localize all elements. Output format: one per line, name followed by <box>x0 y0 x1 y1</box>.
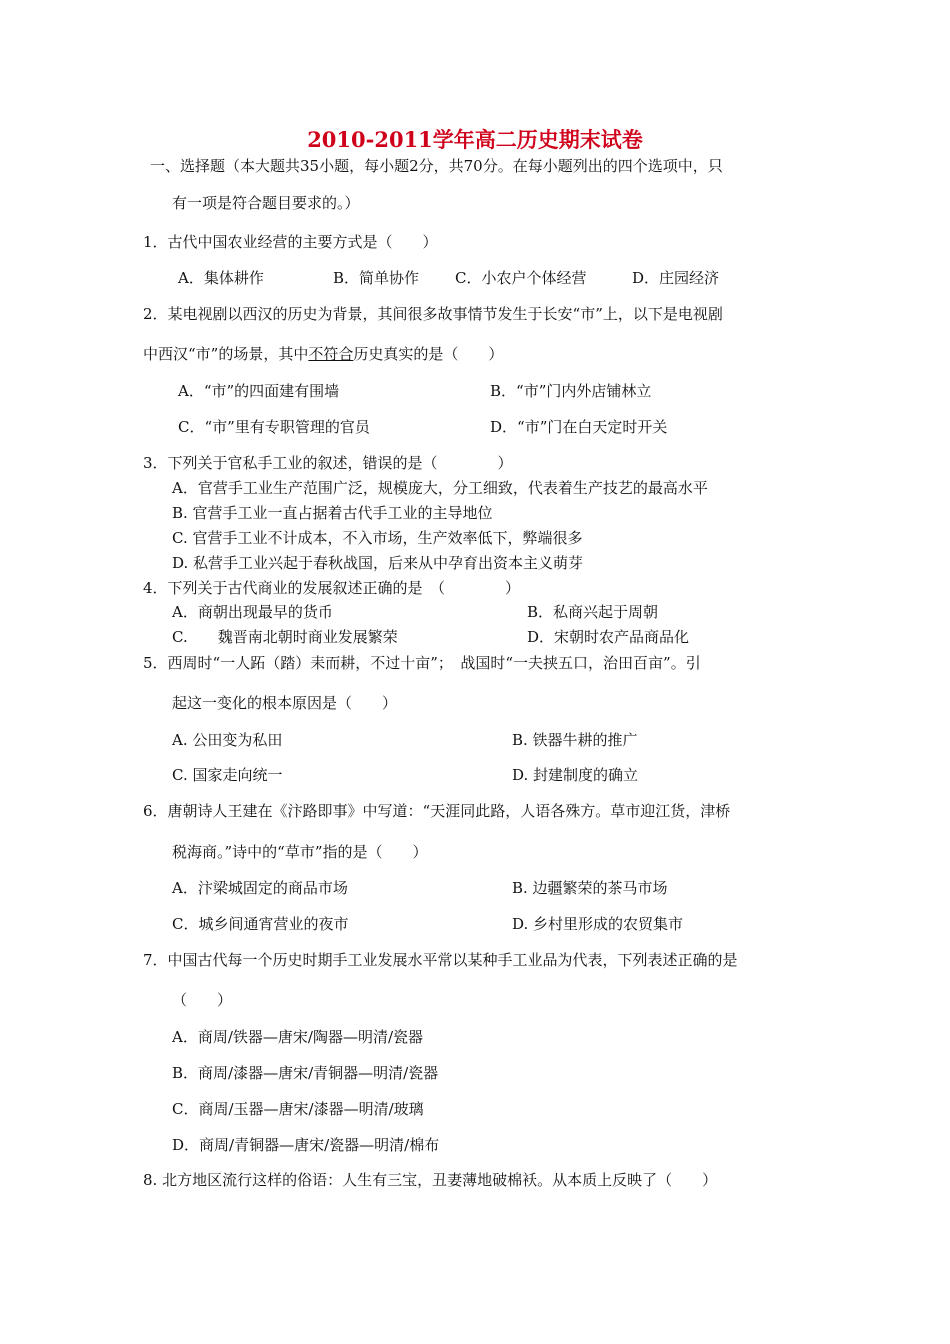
question-7-stem-line2: （ ） <box>172 991 233 1009</box>
question-3-option-c: C. 官营手工业不计成本，不入市场，生产效率低下，弊端很多 <box>172 529 583 547</box>
question-2-option-b: B．“市”门内外店铺林立 <box>490 382 652 400</box>
question-7-stem-line1: 7．中国古代每一个历史时期手工业发展水平常以某种手工业品为代表，下列表述正确的是 <box>143 951 738 969</box>
question-4-stem: 4．下列关于古代商业的发展叙述正确的是 （ ） <box>143 579 521 597</box>
question-2-option-a: A．“市”的四面建有围墙 <box>178 382 340 400</box>
question-5-option-c: C. 国家走向统一 <box>172 766 283 784</box>
question-2-option-d: D．“市”门在白天定时开关 <box>490 418 668 436</box>
question-3-option-b: B. 官营手工业一直占据着古代手工业的主导地位 <box>172 504 493 522</box>
question-6-option-d: D. 乡村里形成的农贸集市 <box>512 915 684 933</box>
question-2-stem-line1: 2．某电视剧以西汉的历史为背景，其间很多故事情节发生于长安“市”上，以下是电视剧 <box>143 305 723 323</box>
question-5-option-d: D. 封建制度的确立 <box>512 766 639 784</box>
question-4-option-c: C. 魏晋南北朝时商业发展繁荣 <box>172 628 398 646</box>
exam-title: 2010-2011学年高二历史期末试卷 <box>307 127 643 152</box>
question-1-option-d: D．庄园经济 <box>632 269 720 287</box>
question-1-option-b: B．简单协作 <box>333 269 420 287</box>
question-6-stem-line2: 税海商。”诗中的“草市”指的是（ ） <box>172 843 428 861</box>
underlined-keyword: 不符合 <box>308 345 354 363</box>
section-instruction-line2: 有一项是符合题目要求的。） <box>172 194 360 212</box>
question-4-option-b: B．私商兴起于周朝 <box>527 603 659 621</box>
question-2-option-c: C．“市”里有专职管理的官员 <box>178 418 370 436</box>
question-8-stem: 8. 北方地区流行这样的俗语：人生有三宝，丑妻薄地破棉袄。从本质上反映了（ ） <box>143 1171 718 1189</box>
question-1-stem: 1．古代中国农业经营的主要方式是（ ） <box>143 233 438 251</box>
question-7-option-a: A．商周/铁器—唐宋/陶器—明清/瓷器 <box>172 1028 423 1046</box>
question-5-stem-line1: 5．西周时“一人跖（踏）耒而耕，不过十亩”； 战国时“一夫挟五口，治田百亩”。引 <box>143 654 701 672</box>
question-3-stem: 3．下列关于官私手工业的叙述，错误的是（ ） <box>143 454 513 472</box>
question-2-stem-line2: 中西汉“市”的场景，其中不符合历史真实的是（ ） <box>143 345 504 363</box>
question-5-option-b: B. 铁器牛耕的推广 <box>512 731 638 749</box>
question-7-option-c: C．商周/玉器—唐宋/漆器—明清/玻璃 <box>172 1100 424 1118</box>
question-4-option-d: D．宋朝时农产品商品化 <box>527 628 690 646</box>
section-instruction-line1: 一、选择题（本大题共35小题，每小题2分，共70分。在每小题列出的四个选项中，只 <box>150 157 723 175</box>
question-5-option-a: A. 公田变为私田 <box>172 731 283 749</box>
question-7-option-d: D．商周/青铜器—唐宋/瓷器—明清/棉布 <box>172 1136 440 1154</box>
question-3-option-d: D. 私营手工业兴起于春秋战国，后来从中孕育出资本主义萌芽 <box>172 554 584 572</box>
question-6-option-b: B. 边疆繁荣的茶马市场 <box>512 879 668 897</box>
question-6-stem-line1: 6．唐朝诗人王建在《汴路即事》中写道：“天涯同此路，人语各殊方。草市迎江货，津桥 <box>143 802 731 820</box>
question-6-option-c: C．城乡间通宵营业的夜市 <box>172 915 349 933</box>
question-7-option-b: B．商周/漆器—唐宋/青铜器—明清/瓷器 <box>172 1064 439 1082</box>
question-4-option-a: A．商朝出现最早的货币 <box>172 603 333 621</box>
question-3-option-a: A．官营手工业生产范围广泛，规模庞大，分工细致，代表着生产技艺的最高水平 <box>172 479 708 497</box>
question-1-option-a: A．集体耕作 <box>178 269 264 287</box>
question-6-option-a: A．汴梁城固定的商品市场 <box>172 879 348 897</box>
question-5-stem-line2: 起这一变化的根本原因是（ ） <box>172 694 398 712</box>
question-1-option-c: C．小农户个体经营 <box>455 269 587 287</box>
